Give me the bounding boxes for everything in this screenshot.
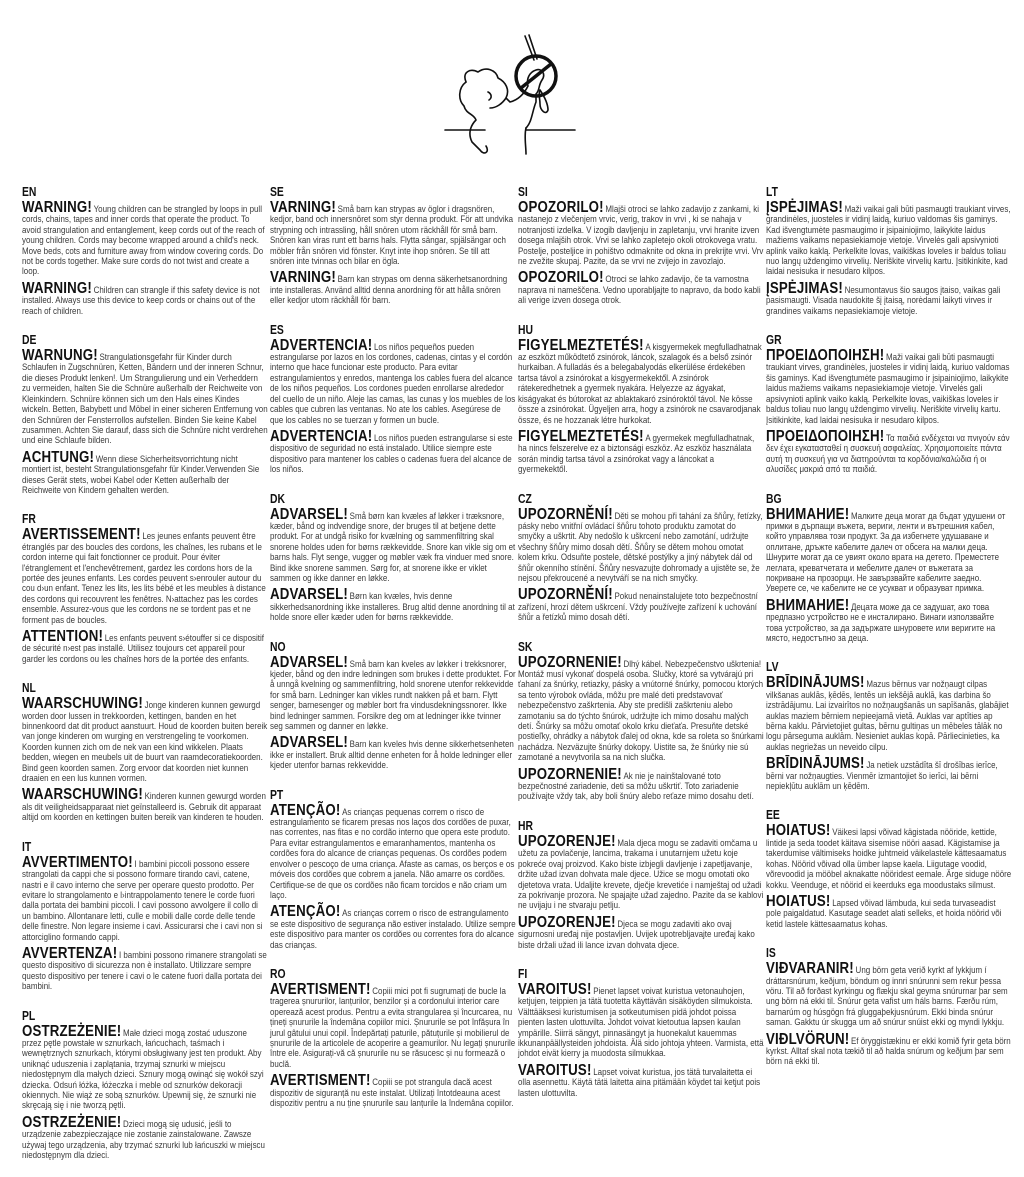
language-code: CZ (518, 491, 532, 506)
warning-paragraph (766, 676, 1012, 753)
warning-text: Otroci se lahko zadavijo, če ta varnostna naprava ni nameščena. Vedno uporabljajte to napravo, da bodo kabli ali verige izven dosega otrok. (518, 274, 761, 307)
warning-text: Djeca se mogu zadaviti ako ovaj sigurnosni uređaj nije postavljen. Uvijek upotrebljavajte uređaj kako biste držali užad ili lance izvan dohvata djece. (518, 918, 755, 951)
language-section-is (766, 946, 1012, 1072)
warning-title: UPOZORENJE! (518, 913, 616, 931)
warning-title: BRĪDINĀJUMS! (766, 755, 865, 773)
warning-title: VIÐVARANIR! (766, 960, 854, 978)
warning-text: Wenn diese Sicherheitsvorrichtung nicht montiert ist, besteht Strangulationsgefahr für Kinder.Verwenden Sie dieses Gerät stets, wobei Kabel oder Ketten außerhalb der Reichweite von Kindern gehalten werden. (22, 453, 260, 496)
warning-paragraph (270, 905, 516, 951)
warning-title: HOIATUS! (766, 892, 831, 910)
warning-text: A gyermekek megfulladhatnak, ha nincs felszerelve ez a biztonsági eszköz. Az eszköz használata során mindig tartsa távol a zsinórokat vagy a láncokat a gyermekektől. (518, 432, 755, 476)
language-section-fi (518, 967, 764, 1103)
warning-paragraph (270, 336, 516, 426)
warning-paragraph (766, 892, 1012, 930)
language-section-si (518, 185, 764, 311)
warning-text: As crianças pequenas correm o risco de estrangulamento se ficarem presas nos laços dos cordões de puxar, nas correntes, nas fitas e no cordão interno que opera este produto. Para evitar estrangulamentos e emaranhamentos, mantenha os cordões fora do alcance de crianças pequenas. Os cordões podem envolver o pescoço de uma criança. Afaste as camas, os berços e os móveis dos cordões que cobrem a janela. Não amarre os cordões. Certifique-se de que os cordões não ficam torcidos e não criam um laço. (270, 806, 515, 901)
language-section-hr (518, 819, 764, 955)
language-column (22, 185, 268, 1177)
warning-text: Mala djeca mogu se zadaviti omčama u užetu za povlačenje, lancima, trakama i unutarnjem užetu koje pokreće ovaj proizvod. Kako biste izbjegli davljenje i zapetljavanje, držite užad izvan dohvata male djece. Užice se mogu omotati oko djetetova vrata. Udaljite krevete, dječje krevetiće i namještaj od užadi za pokrivanje prozora. Ne spajajte užad zajedno. Pazite da se kablovi ne uvijaju i ne stvaraju petlju. (518, 837, 764, 912)
warning-title: ADVARSEL! (270, 734, 348, 752)
warning-text: Barn kan kveles hvis denne sikkerhetsenheten ikke er installert. Bruk alltid denne enheten for å holde ledninger eller kjeder utenfor barnas rekkevidde. (270, 739, 514, 772)
warning-title: ΠΡΟΕΙΔΟΠΟΙΗΣΗ! (766, 427, 885, 445)
warning-text: Małe dzieci mogą zostać uduszone przez pętle powstałe w sznurkach, łańcuchach, taśmach i wewnętrznych sznurkach, którymi obsługiwany jest ten produkt. Aby uniknąć uduszenia i zaplątania, trzymaj sznurki w miejscu niedostępnym dla małych dzieci. Sznury mogą owinąć się wokół szyi dziecka. Odsuń łóżka, łóżeczka i meble od sznurków dekoracji okiennych. Nie wiąż ze sobą sznurków. Upewnij się, że sznurki nie skręcają się i nie tworzą pętli. (22, 1027, 264, 1112)
warning-text: Dzieci mogą się udusić, jeśli to urządzenie zabezpieczające nie zostanie zainstalowane. Zawsze używaj tego urządzenia, aby trzymać sznurki lub łańcuszki w miejscu niedostępnym dla dzieci. (22, 1118, 265, 1162)
warning-title: ADVARSEL! (270, 586, 348, 604)
language-section-en (22, 185, 268, 321)
warning-title: ВНИМАНИЕ! (766, 505, 850, 523)
warning-paragraph (766, 279, 1012, 317)
warning-paragraph (22, 1113, 268, 1162)
warning-paragraph (22, 201, 268, 278)
warning-paragraph (22, 630, 268, 665)
language-section-bg (766, 492, 1012, 649)
warning-text: Lapsed võivad lämbuda, kui seda turvaseadist pole paigaldatud. Kasutage seadet alati selleks, et hoida nöörid või ketid lastele kättesaamatus kohas. (766, 897, 1002, 930)
warning-title: OSTRZEŻENIE! (22, 1113, 122, 1131)
warning-title: ВНИМАНИЕ! (766, 596, 850, 614)
language-section-pl (22, 1009, 268, 1166)
warning-paragraph (766, 596, 1012, 645)
language-section-it (22, 840, 268, 997)
warning-paragraph (22, 788, 268, 823)
language-column (270, 185, 516, 1125)
warning-paragraph (766, 201, 1012, 278)
warning-title: AVVERTENZA! (22, 944, 118, 962)
warning-text: Ung börn geta verið kyrkt af lykkjum í dráttarsnúrum, keðjum, böndum og innri snúrunni sem rekur þessa vöru. Til að forðast kyrkingu og flækju skal geyma snúrurnar þar sem ung börn ná ekki til. Snúrur geta vafist um háls barns. Færðu rúm, barnarúm og húsgögn frá gluggaþekjusnúrum. Ekki binda snúrur saman. Gakktu úr skugga um að snúrur snúist ekki og myndi lykkju. (766, 965, 1008, 1029)
warning-paragraph (22, 697, 268, 784)
warning-text: Los niños pueden estrangularse si este dispositivo de seguridad no está instalado. Utilice siempre este dispositivo para mantener los cables o cadenas fuera del alcance de los niños. (270, 432, 513, 476)
warning-text: Ef öryggistækinu er ekki komið fyrir geta börn kyrkst. Alltaf skal nota tækið til að halda snúrum og keðjum þar sem börn ná ekki til. (766, 1035, 1011, 1068)
language-section-ee (766, 808, 1012, 934)
warning-title: AVERTISMENT! (270, 1072, 371, 1090)
language-section-pt (270, 788, 516, 955)
warning-text: Små børn kan kvæles af løkker i træksnore, kæder, bånd og indvendige snore, der bruges til at betjene dette produkt. For at undgå risiko for kvælning og sammenfiltring skal snorene holdes uden for børns rækkevidde. Snore kan vikle sig om et barns hals. Flyt senge, vugger og møbler væk fra vinduer med snore. Bind ikke snorene sammen. Sørg for, at snorene ikke er viklet sammen og ikke danner en løkke. (270, 510, 516, 584)
language-section-no (270, 640, 516, 776)
warning-title: FIGYELMEZTETÉS! (518, 427, 644, 445)
warning-title: WAARSCHUWING! (22, 695, 143, 713)
warning-paragraph (518, 427, 764, 476)
language-column (766, 185, 1012, 1084)
warning-paragraph (22, 349, 268, 447)
warning-paragraph (22, 279, 268, 317)
language-section-fr (22, 512, 268, 669)
warning-text: Maži vaikai gali būti pasmaugti traukiant virves, grandinėles, juosteles ir vidinį laidą, kuriuo valdomas šis gaminys. Kad išvengtumėte pasmaugimo ir įsipainiojimo, laikykite laidus mažiems vaikams nepasiekiamoje vietoje. Virvelės gali apsivynioti aplink vaiko kaklą. Perkelkite lovas, vaikiškas loveles ir baldus toliau nuo langų uždengimo virvelių. Neriškite virvelių kartu. Įsitikinkite, kad laidai nesisuka ir nesudaro kilpos. (766, 204, 1011, 278)
warning-text: Young children can be strangled by loops in pull cords, chains, tapes and inner cords that operate the product. To avoid strangulation and entanglement, keep cords out of the reach of young children. Cords may become wrapped around a child's neck. Move beds, cots and furniture away from window covering cords. Do not be cords together. Make sure cords do not twist and create a loop. (22, 204, 265, 278)
warning-title: ATENÇÃO! (270, 801, 341, 819)
language-code: DK (270, 491, 285, 506)
warning-paragraph (22, 853, 268, 943)
language-code: IT (22, 839, 32, 854)
warning-title: VIÐLVÖRUN! (766, 1030, 850, 1048)
language-section-dk (270, 492, 516, 628)
child-reaching-cord-prohibited-icon (440, 30, 590, 165)
language-section-nl (22, 681, 268, 827)
warning-title: ĮSPĖJIMAS! (766, 199, 843, 216)
language-section-lv (766, 660, 1012, 796)
warning-text: Les enfants peuvent s›étouffer si ce dispositif de sécurité n›est pas installé. Utilisez toujours cet appareil pour garder les cordons ou les chaînes hors de la portée des enfants. (22, 633, 264, 665)
warning-paragraph (270, 588, 516, 623)
warning-text: Kinderen kunnen gewurgd worden als dit veiligheidsapparaat niet geïnstalleerd is. Gebruik dit apparaat altijd om koorden en kettingen buiten bereik van kinderen te houden. (22, 791, 266, 824)
language-code: RO (270, 966, 286, 981)
warning-title: UPOZORNĚNÍ! (518, 586, 613, 604)
language-code: GR (766, 333, 782, 348)
warning-title: ĮSPĖJIMAS! (766, 279, 843, 297)
warning-text: Lapset voivat kuristua, jos tätä turvalaitetta ei olla asennettu. Käytä tätä laitetta aina pitämään köydet tai ketjut pois lasten ulottuvilta. (518, 1066, 761, 1099)
warning-text: Τα παιδιά ενδέχεται να πνιγούν εάν δεν έχει εγκατασταθεί η συσκευή ασφαλείας. Χρησιμοποιείτε πάντα αυτή τη συσκευή για να διατηρούνται τα κορδόνια/καλώδια ή οι αλυσίδες μακριά από τα παιδιά. (766, 432, 1010, 476)
warning-title: AVVERTIMENTO! (22, 853, 133, 871)
warning-text: Väikesi lapsi võivad kägistada nööride, kettide, lintide ja seda toodet käitava sisemise nööri aasad. Kägistamise ja takerdumise vältimiseks hoidke juhtmeid väikelastele kättesaamatus kohas. Nöörid võivad olla ümber lapse kaela. Liigutage voodid, võrevoodid ja mööbel aknakatte nööridest eemale. Ärge siduge nööre kokku. Veenduge, et nöörid ei keerduks ega moodustaks silmust. (766, 827, 1012, 891)
language-section-hu (518, 323, 764, 480)
warning-title: OPOZORILO! (518, 269, 604, 287)
language-code: NL (22, 681, 36, 696)
language-section-cz (518, 492, 764, 628)
warning-paragraph (22, 944, 268, 993)
warning-paragraph (270, 736, 516, 771)
warning-title: WARNUNG! (22, 347, 98, 365)
language-section-de (22, 333, 268, 500)
warning-text: Children can strangle if this safety device is not installed. Always use this device to keep cords or chains out of the reach of children. (22, 284, 260, 317)
language-code: FR (22, 512, 36, 527)
warning-title: AVERTISSEMENT! (22, 526, 141, 544)
warning-title: OSTRZEŻENIE! (22, 1022, 122, 1040)
warning-paragraph (22, 528, 268, 626)
warning-text: Pienet lapset voivat kuristua vetonauhojen, ketjujen, teippien ja tätä tuotetta käyttävän sisäköyden silmukoista. Välttääksesi kuristumisen ja sotkeutumisen pidä johdot poissa pienten lasten ulottuvilta. Johdot voivat kietoutua lapsen kaulan ympärille. Siirrä sängyt, pinnasängyt ja huonekalut kauemmas ikkunanpäällysteiden johdoista. Älä sido johtoja yhteen. Varmista, että johdot eivät kierry ja muodosta silmukkaa. (518, 985, 764, 1060)
warning-text: Децата може да се задушат, ако това предпазно устройство не е инсталирано. Винаги използвайте това устройство, за да задържате шнуровете или веригите на място, недостъпно за деца. (766, 601, 996, 644)
language-column (518, 185, 764, 1115)
language-code: IS (766, 946, 776, 961)
warning-text: Copiii mici pot fi sugrumați de bucle la tragerea șnururilor, lanțurilor, benzilor și a cordonului interior care operează acest produs. Pentru a evita strangularea și încurcarea, nu țineți șnururile la îndemâna copiilor mici. Șnururile se pot înfășura în jurul gâtului unui copil. Îndepărtați paturile, pătuțurile și mobilierul de șnururile de la articolele de acoperire a geamurilor. Nu legați șnururile între ele. Asigurați-vă că șnururile nu se răsucesc și nu formează o buclă. (270, 985, 516, 1070)
warning-paragraph (518, 980, 764, 1060)
warning-paragraph (270, 201, 516, 267)
warning-paragraph (518, 765, 764, 803)
warning-paragraph (518, 201, 764, 267)
warning-title: ATENÇÃO! (270, 903, 341, 921)
warning-text: Små barn kan kveles av løkker i trekksnorer, kjeder, bånd og den indre ledningen som brukes i dette produktet. For å unngå kvelning og sammenfiltring, hold snorene utenfor rekkevidde for små barn. Ledninger kan vikles rundt nakken på et barn. Flytt senger, barnesenger og møbler bort fra vindusdekningssnorer. Ikke bind ledninger sammen. Forsikre deg om at ledninger ikke tvinner seg sammen og danner en løkke. (270, 658, 516, 733)
warning-paragraph (518, 1061, 764, 1099)
warning-title: FIGYELMEZTETÉS! (518, 336, 644, 354)
warning-text: Mazus bērnus var nožņaugt cilpas vilkšanas auklās, ķēdēs, lentēs un iekšējā auklā, kas darbina šo izstrādājumu. Lai izvairītos no nožņaugšanās un sapīšanās, glabājiet auklas maziem bērniem nepieejamā vietā. Auklas var aptīties ap bērna kaklu. Pārvietojiet gultas, bērnu gultiņas un mēbeles tālāk no logu pārseguma auklām. Nesieniet auklas kopā. Pārliecinieties, ka auklas negriežas un neveido cilpu. (766, 679, 1009, 753)
language-code: PL (22, 1008, 36, 1023)
language-section-sk (518, 640, 764, 807)
warning-title: ACHTUNG! (22, 448, 95, 466)
language-section-gr (766, 333, 1012, 479)
warning-text: A kisgyermekek megfulladhatnak az eszközt működtető zsinórok, láncok, szalagok és a belső zsinór hurkaiban. A fulladás és a belegabalyodás elkerülése érdekében tartsa távol a zsinórokat a kisgyermekektől. A zsinórok rátekeredhetnek a gyermek nyakára. Helyezze az ágyakat, kiságyakat és bútorokat az ablaktakaró zsinóroktól távol. Ne kösse össze a zsinórokat. Ügyeljen arra, hogy a zsinórok ne csavarodjanak össze, és ne hozzanak létre hurkokat. (518, 341, 762, 426)
warning-text: Barn kan strypas om denna säkerhetsanordning inte installeras. Använd alltid denna anordning för att hålla snören eller kedjor utom räckhåll för barn. (270, 274, 508, 307)
warning-paragraph (270, 1074, 516, 1109)
warning-text: Los niños pequeños pueden estrangularse por lazos en los cordones, cadenas, cintas y el cordón interno que hace funcionar este producto. Para evitar estrangulamientos y enredos, mantenga los cables fuera del alcance de los niños pequeños. Los cordones pueden enrollarse alrededor del cuello de un niño. Aleje las camas, las cunas y los muebles de los cables que cubren las ventanas. No ate los cables. Asegúrese de que los cables no se tuerzan y formen un bucle. (270, 341, 516, 426)
warning-text: I bambini possono rimanere strangolati se questo dispositivo di sicurezza non è installato. Utilizzare sempre questo dispositivo per tenere i cavi o le catene fuori dalla portata dei bambini. (22, 949, 267, 993)
warning-title: AVERTISMENT! (270, 980, 371, 998)
language-section-es (270, 323, 516, 480)
warning-paragraph (766, 349, 1012, 426)
warning-paragraph (766, 427, 1012, 476)
warning-text: Børn kan kvæles, hvis denne sikkerhedsanordning ikke installeres. Brug altid denne anordning til at holde snore eller kæder uden for børns rækkevidde. (270, 591, 515, 624)
language-code: HR (518, 818, 533, 833)
warning-title: VARNING! (270, 199, 337, 216)
warning-text: Små barn kan strypas av öglor i dragsnören, kedjor, band och innersnöret som styr denna produkt. För att undvika strypning och intrassling, håll snören utom räckhåll för små barn. Snören kan viras runt ett barns hals. Flytta sängar, spjälsängar och möbler från snören vid fönster. Knyt inte ihop snören. Se till att snören inte tvinnas och bilar en ögla. (270, 204, 514, 268)
warning-text: I bambini piccoli possono essere strangolati da cappi che si possono formare tirando cavi, catene, nastri e il cavo interno che serve per operare questo prodotto. Per evitare lo strangolamento e l›intrappolamento tenere le corde fuori dalla portata dei bambini piccoli. I cavi possono avvolgere il collo di un bambino. Allontanare letti, culle e mobili dalle corde delle tende delle finestre. Non legare insieme i cavi. Assicurarsi che i cavi non si attorciglino formando cappi. (22, 858, 263, 943)
language-code: LT (766, 185, 778, 199)
warning-paragraph (270, 271, 516, 306)
warning-paragraph (518, 336, 764, 426)
warning-paragraph (766, 505, 1012, 595)
warning-text: Jonge kinderen kunnen gewurgd worden door lussen in trekkoorden, kettingen, banden en het binnenkoord dat dit product aanstuurt. Houd de koorden buiten bereik van jonge kinderen om wurging en verstrengeling te voorkomen. Koorden kunnen zich om de nek van een kind wikkelen. Plaats bedden, wiegen en meubels uit de buurt van raamdecoratiekoorden. Bind geen koorden samen. Zorg ervoor dat koorden niet kunnen draaien en een lus kunnen vormen. (22, 700, 268, 785)
warning-text: Ak nie je nainštalované toto bezpečnostné zariadenie, deti sa môžu uškrtiť. Toto zariadenie používajte vždy tak, aby boli šnúry alebo reťaze mimo dosahu detí. (518, 770, 754, 803)
language-code: ES (270, 322, 284, 337)
warning-paragraph (518, 913, 764, 951)
language-code: LV (766, 660, 779, 675)
language-code: EN (22, 185, 37, 199)
language-code: SI (518, 185, 528, 199)
warning-title: VARNING! (270, 269, 337, 287)
language-section-se (270, 185, 516, 311)
language-code: FI (518, 966, 528, 981)
warning-paragraph (270, 427, 516, 476)
warning-text: Pokud nenainstalujete toto bezpečnostní zařízení, hrozí dětem uškrcení. Vždy používejte zařízení k uchování šňůr a řetízků mimo dosah dětí. (518, 591, 758, 624)
warning-paragraph (518, 271, 764, 306)
warning-paragraph (270, 980, 516, 1070)
warning-text: Copiii se pot strangula dacă acest dispozitiv de siguranță nu este instalat. Utilizați întotdeauna acest dispozitiv pentru a nu ține șnururile sau lanțurile la îndemâna copiilor. (270, 1077, 514, 1109)
warning-text: Nesumontavus šio saugos įtaiso, vaikas gali pasismaugti. Visada naudokite šį įtaisą, norėdami laikyti virves ir grandines vaikams nepasiekiamoje vietoje. (766, 284, 1001, 317)
language-code: PT (270, 787, 284, 802)
warning-paragraph (270, 801, 516, 902)
warning-text: Děti se mohou při tahání za šňůry, řetízky, pásky nebo vnitřní ovládací šňůru tohoto produktu zamotat do smyčky a uškrtit. Aby nedošlo k uškrcení nebo zamotání, udržujte všechny šňůry mimo dosah dětí. Šňůry se dětem mohou omotat kolem krku. Odsuňte postele, dětské postýlky a jiný nábytek dál od šňůr okenního stínění. Šňůry nesvazujte dohromady a ujistěte se, že nejsou překroucené a nevytváří se na nich smyčky. (518, 510, 763, 584)
warning-paragraph (518, 653, 764, 764)
language-code: HU (518, 322, 533, 337)
warning-text: As crianças correm o risco de estrangulamento se este dispositivo de segurança não estiver instalado. Utilize sempre este dispositivo para manter os cordões ou correntes fora do alcance das crianças. (270, 908, 516, 951)
warning-text: Малките деца могат да бъдат удушени от примки в дърпащи въжета, вериги, ленти и вътрешния кабел, който управлява този продукт. За да избегнете удушаване и оплитане, дръжте кабелите далеч от обсега на малки деца. Шнурите могат да се увият около врата на детето. Преместете леглата, креватчетата и мебелите далеч от въжетата за покриване на прозорци. Не завързвайте кабелите заедно. Уверете се, че кабелите не се усукват и образуват примка. (766, 510, 1006, 595)
warning-title: ATTENTION! (22, 628, 104, 645)
warning-paragraph (518, 505, 764, 585)
warning-title: VAROITUS! (518, 980, 592, 998)
warning-title: UPOZORENJE! (518, 832, 616, 850)
warning-title: OPOZORILO! (518, 199, 604, 216)
warning-paragraph (22, 1022, 268, 1112)
warning-text: Mlajši otroci se lahko zadavijo z zankami, ki nastanejo z vlečenjem vrvic, verig, trakov in vrvi , ki se nahaja v notranjosti izdelka. V izogib davljenju in zapletanju, vrvi hranite izven dosega mlajših otrok. Vrvi se lahko zapletejo okoli otrokovega vratu. Postelje, posteljice in pohištvo odmaknite od okna in prekrijte vrvi. Vrv ne zvežite skupaj. Pazite, da se vrvi ne zvijejo in zavozlajo. (518, 204, 764, 268)
language-code: DE (22, 333, 37, 348)
warning-text: Les jeunes enfants peuvent être étranglés par des boucles des cordons, les chaînes, les rubans et le cordon interne qui fait fonctionner ce produit. Pour éviter l'étranglement et l'enchevêtrement, gardez les cordons hors de la portée des jeunes enfants. Les cordes peuvent s›enrouler autour du cou d›un enfant. Tenez les lits, les lits bébé et les meubles à distance des cordons qui recouvrent les fenêtres. N›attachez pas les cordes ensemble. Assurez-vous que les cordons ne se tordent pas et ne forment pas de boucles. (22, 531, 266, 626)
warning-title: WARNING! (22, 279, 92, 297)
warning-title: HOIATUS! (766, 822, 831, 840)
language-code: NO (270, 639, 286, 654)
warning-title: VAROITUS! (518, 1061, 592, 1079)
warning-title: ADVERTENCIA! (270, 427, 373, 445)
warning-title: ADVERTENCIA! (270, 336, 373, 354)
warning-paragraph (22, 448, 268, 497)
language-code: EE (766, 808, 780, 823)
warning-title: UPOZORNĚNÍ! (518, 505, 613, 523)
warning-title: WARNING! (22, 199, 92, 216)
warning-paragraph (766, 757, 1012, 792)
language-code: SK (518, 639, 533, 654)
warning-text: Ja netiek uzstādīta šī drošības ierīce, bērni var nožņaugties. Vienmēr izmantojiet šo ierīci, lai bērni nepiekļūtu auklām un ķēdēm. (766, 760, 998, 793)
warning-paragraph (766, 1030, 1012, 1068)
language-section-ro (270, 967, 516, 1113)
language-section-lt (766, 185, 1012, 321)
warning-paragraph (518, 832, 764, 912)
warning-title: UPOZORNENIE! (518, 653, 622, 671)
warning-title: ADVARSEL! (270, 653, 348, 671)
warning-title: ΠΡΟΕΙΔΟΠΟΙΗΣΗ! (766, 347, 885, 365)
warning-title: WAARSCHUWING! (22, 786, 143, 804)
warning-paragraph (518, 588, 764, 623)
language-code: SE (270, 185, 284, 199)
warning-paragraph (766, 962, 1012, 1028)
warning-paragraph (766, 824, 1012, 890)
warning-text: Dlhý kábel. Nebezpečenstvo uškrtenia! Montáž musí vykonať dospelá osoba. Slučky, ktoré sa vytvárajú pri ťahaní za šnúrky, retiazky, pásky a vnútorné šnúrky, pomocou ktorých sa tento výrobok ovláda, môžu pre malé deti predstavovať nebezpečenstvo zaškrtenia. Aby ste predišli zaškrteniu alebo zamotaniu sa do týchto šnúrok, udržujte ich mimo dosahu malých detí. Šnúrky sa môžu omotať okolo krku dieťaťa. Presuňte detské postieľky, ohrádky a nábytok ďalej od okna, kde sa roleta so šnúrkami nachádza. Nezväzujte šnúrky dokopy. Uistite sa, že šnúrky nie sú zamotané a nevytvorila sa na nich slučka. (518, 658, 764, 764)
warning-title: ADVARSEL! (270, 505, 348, 523)
warning-text: Strangulationsgefahr für Kinder durch Schlaufen in Zugschnüren, Ketten, Bändern und der inneren Schnur, die dieses Produkt lenken!. Um Strangulierung und ein Verheddern zu vermeiden, halten Sie die Schnüre außerhalb der Reichweite von Kleinkindern. Schnüre können sich um den Hals eines Kindes wickeln. Betten, Babybett und Möbel in einer sicheren Entfernung von den Schnüren der Fensterrollos aufstellen. Binden Sie keine Kabel zusammen. Achten Sie darauf, dass sich die Schnüre nicht verdrehen und eine Schlaufe bilden. (22, 352, 268, 447)
warning-text: Maži vaikai gali būti pasmaugti traukiant virves, grandinėles, juosteles ir vidinį laidą, kuriuo valdomas šis gaminys. Kad išvengtumėte pasmaugimo ir įsipainiojimo, laikykite laidus mažiems vaikams nepasiekiamoje vietoje. Virvelės gali apsivynioti aplink vaiko kaklą. Perkelkite lovas, vaikiškas loveles ir baldus toliau nuo langų uždengimo virvelių. Neriškite virvelių kartu. Įsitikinkite, kad laidai nesisuka ir nesudaro kilpos. (766, 352, 1010, 426)
warning-title: BRĪDINĀJUMS! (766, 674, 865, 692)
warning-title: UPOZORNENIE! (518, 765, 622, 783)
warning-paragraph (270, 653, 516, 733)
language-code: BG (766, 491, 782, 506)
warning-paragraph (270, 505, 516, 585)
